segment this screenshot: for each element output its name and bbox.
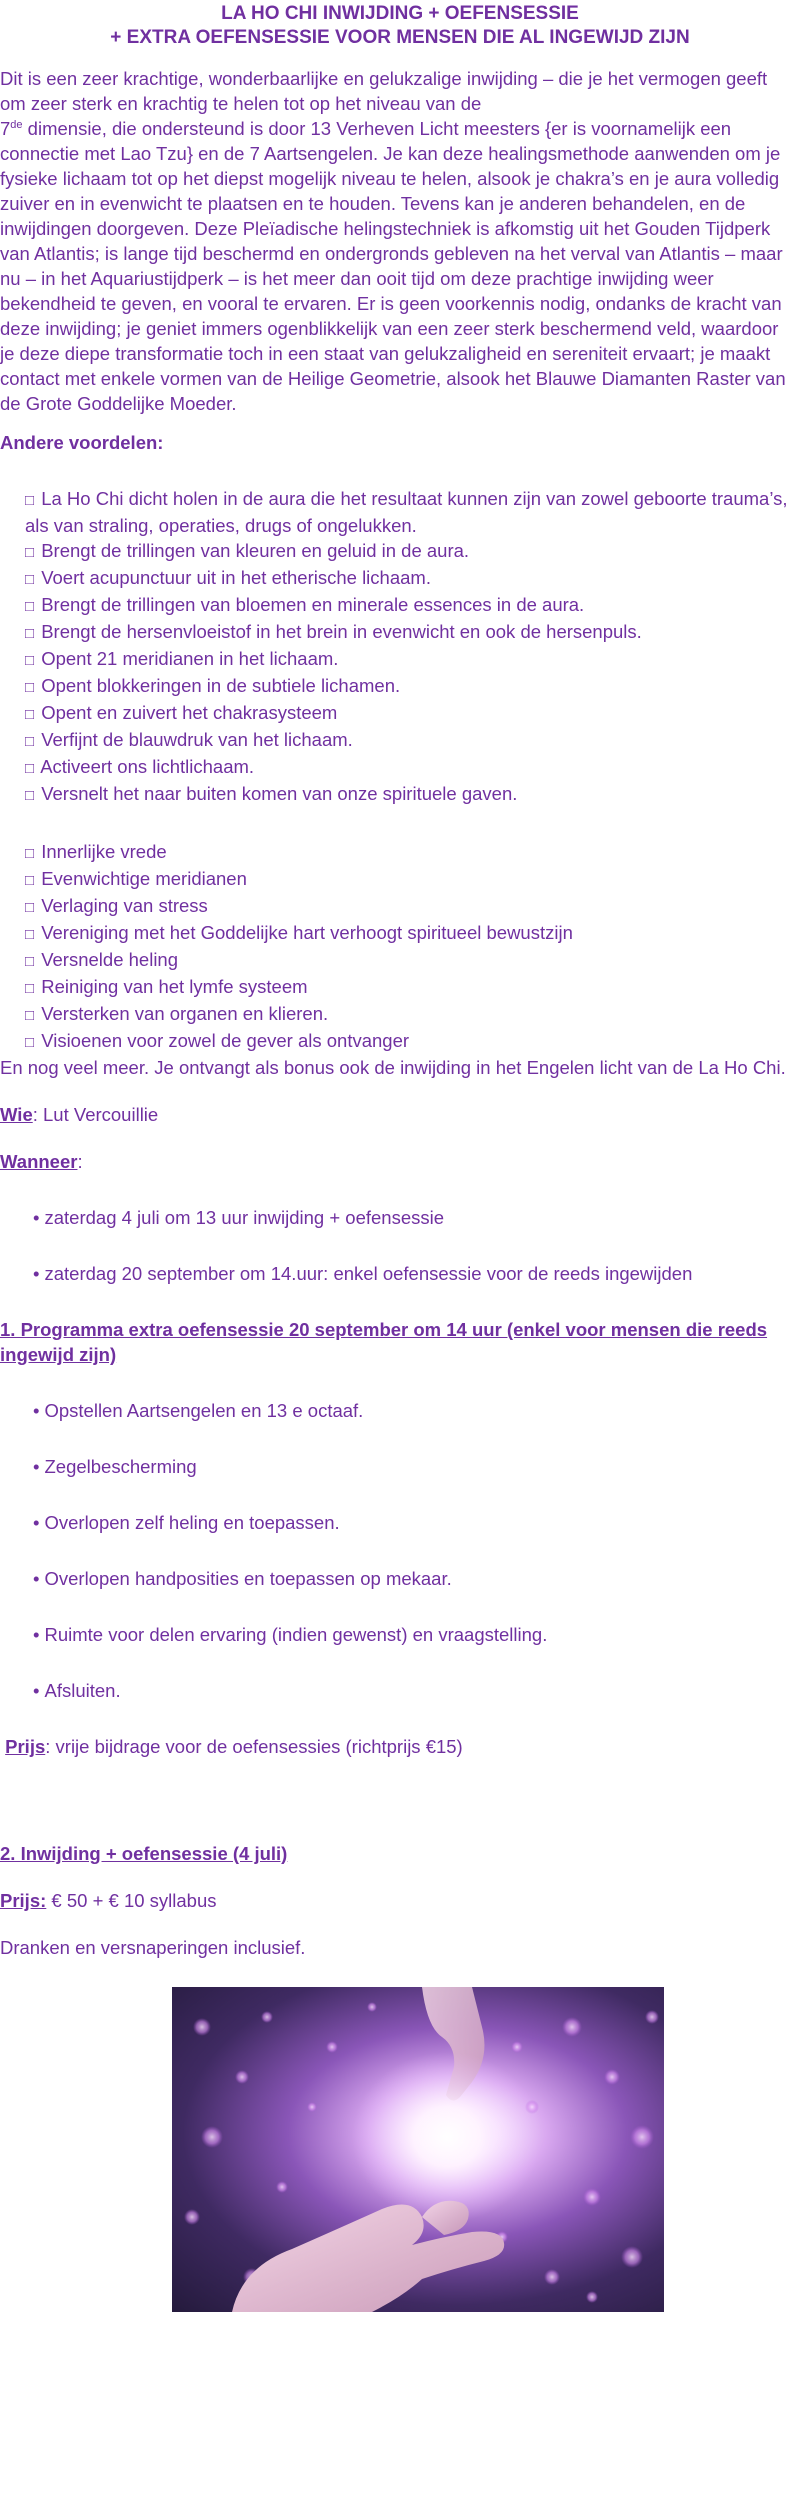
page-title [0,0,800,50]
bullet-icon: • [33,1512,40,1533]
square-icon: □ [25,679,35,696]
benefits-list [0,486,800,808]
square-icon: □ [25,544,35,561]
square-icon: □ [25,598,35,615]
section-1-heading: 1. Programma extra oefensessie 20 september om 14 uur (enkel voor mensen die reeds ingewijd zijn) [0,1319,768,1365]
list-item: □ Versterken van organen en klieren. [25,1003,329,1024]
prijs-1-line [0,1734,800,1759]
list-item: □ Verlaging van stress [25,895,208,916]
intro-num: 7 [0,118,11,139]
list-item: □ Brengt de trillingen van kleuren en geluid in de aura. [25,540,470,561]
bullet-icon: • [33,1263,40,1284]
intro-paragraph [0,66,800,416]
list-item: □ Visioenen voor zowel de gever als ontvanger [25,1030,410,1051]
wanneer-line: Wanneer: [0,1151,83,1172]
wie-label: Wie [0,1104,33,1125]
bullet-icon: • [33,1456,40,1477]
list-item: □ Innerlijke vrede [25,841,167,862]
square-icon: □ [25,872,35,889]
list-item: □ Brengt de trillingen van bloemen en minerale essences in de aura. [25,594,585,615]
wie-value: : Lut Vercouillie [32,1104,159,1125]
square-icon: □ [25,571,35,588]
square-icon: □ [25,492,35,509]
square-icon: □ [25,1007,35,1024]
prijs-2-line [0,1888,800,1913]
list-item: • Overlopen zelf heling en toepassen. [33,1512,340,1533]
list-item: • Zegelbescherming [33,1456,197,1477]
square-icon: □ [25,706,35,723]
effects-list [0,839,800,1055]
bonus-text: En nog veel meer. Je ontvangt als bonus ook de inwijding in het Engelen licht van de La Ho Chi. [0,1057,786,1078]
bullet-icon: • [33,1207,40,1228]
list-item: • Overlopen handposities en toepassen op mekaar. [33,1568,452,1589]
bullet-icon: • [33,1400,40,1421]
intro-part-1: Dit is een zeer krachtige, wonderbaarlijke en gelukzalige inwijding – die je het vermogen geeft om zeer sterk en krachtig te helen tot op het niveau van de [0,68,768,114]
square-icon: □ [25,733,35,750]
list-item: • Afsluiten. [33,1680,121,1701]
square-icon: □ [25,845,35,862]
list-item: □ Reiniging van het lymfe systeem [25,976,308,997]
healing-hands-illustration [172,1987,664,2312]
wanneer-label: Wanneer [0,1151,78,1172]
list-item: □ Activeert ons lichtlichaam. [25,756,255,777]
square-icon: □ [25,652,35,669]
square-icon: □ [25,953,35,970]
prijs-2-value: € 50 + € 10 syllabus [46,1890,217,1911]
list-item: □ Opent en zuivert het chakrasysteem [25,702,338,723]
square-icon: □ [25,899,35,916]
list-item: • zaterdag 4 juli om 13 uur inwijding + oefensessie [33,1207,445,1228]
andere-heading: Andere voordelen: [0,432,164,453]
square-icon: □ [25,760,35,777]
bullet-icon: • [33,1568,40,1589]
list-item: □ Evenwichtige meridianen [25,868,247,889]
section-2-heading: 2. Inwijding + oefensessie (4 juli) [0,1843,288,1864]
square-icon: □ [25,980,35,997]
square-icon: □ [25,926,35,943]
list-item: □ Opent 21 meridianen in het lichaam. [25,648,339,669]
bullet-icon: • [33,1680,40,1701]
square-icon: □ [25,1034,35,1051]
list-item: □ Vereniging met het Goddelijke hart verhoogt spiritueel bewustzijn [25,922,573,943]
dranken-text: Dranken en versnaperingen inclusief. [0,1937,306,1958]
list-item: □ Verfijnt de blauwdruk van het lichaam. [25,729,353,750]
square-icon: □ [25,625,35,642]
list-item: □ La Ho Chi dicht holen in de aura die het resultaat kunnen zijn van zowel geboorte trauma’s, als van straling, operaties, drugs of ongelukken. [25,488,788,536]
prijs-1-value: : vrije bijdrage voor de oefensessies (richtprijs €15) [45,1736,463,1757]
list-item: • Opstellen Aartsengelen en 13 e octaaf. [33,1400,364,1421]
square-icon: □ [25,787,35,804]
prijs-1-label: Prijs [5,1736,46,1757]
bullet-icon: • [33,1624,40,1645]
prijs-2-label: Prijs: [0,1890,47,1911]
list-item: □ Brengt de hersenvloeistof in het brein in evenwicht en ook de hersenpuls. [25,621,642,642]
intro-sup: de [10,118,23,131]
list-item: • Ruimte voor delen ervaring (indien gewenst) en vraagstelling. [33,1624,548,1645]
healing-hands-image [172,1987,664,2312]
list-item: • zaterdag 20 september om 14.uur: enkel oefensessie voor de reeds ingewijden [33,1263,693,1284]
list-item: □ Voert acupunctuur uit in het etherische lichaam. [25,567,431,588]
title-line-2: + EXTRA OEFENSESSIE VOOR MENSEN DIE AL INGEWIJD ZIJN [110,27,690,48]
list-item: □ Opent blokkeringen in de subtiele lichamen. [25,675,401,696]
list-item: □ Versnelt het naar buiten komen van onze spirituele gaven. [25,783,518,804]
wie-line [0,1102,800,1127]
title-line-1: LA HO CHI INWIJDING + OEFENSESSIE [221,3,579,24]
intro-part-2: dimensie, die ondersteund is door 13 Verheven Licht meesters {er is voornamelijk een connectie met Lao Tzu} en de 7 Aartsengelen. Je kan deze healingsmethode aanwenden om je fysieke lichaam tot op het diepst mogelijk niveau te helen, alsook je chakra’s en je aura volledig zuiver en in evenwicht te plaatsen en te houden. Tevens kan je anderen behandelen, en de inwijdingen doorgeven. Deze Pleïadische helingstechniek is afkomstig uit het Gouden Tijdperk van Atlantis; is lange tijd beschermd en ondergronds gebleven na het verval van Atlantis – maar nu – in het Aquariustijdperk – is het meer dan ooit tijd om deze prachtige inwijding weer bekendheid te geven, en vooral te ervaren. Er is geen voorkennis nodig, ondanks de kracht van deze inwijding; je geniet immers ogenblikkelijk van een zeer sterk beschermend veld, waardoor je deze diepe transformatie toch in een staat van gelukzaligheid en sereniteit ervaart; je maakt contact met enkele vormen van de Heilige Geometrie, alsook het Blauwe Diamanten Raster van de Grote Goddelijke Moeder. [0,118,786,414]
list-item: □ Versnelde heling [25,949,179,970]
